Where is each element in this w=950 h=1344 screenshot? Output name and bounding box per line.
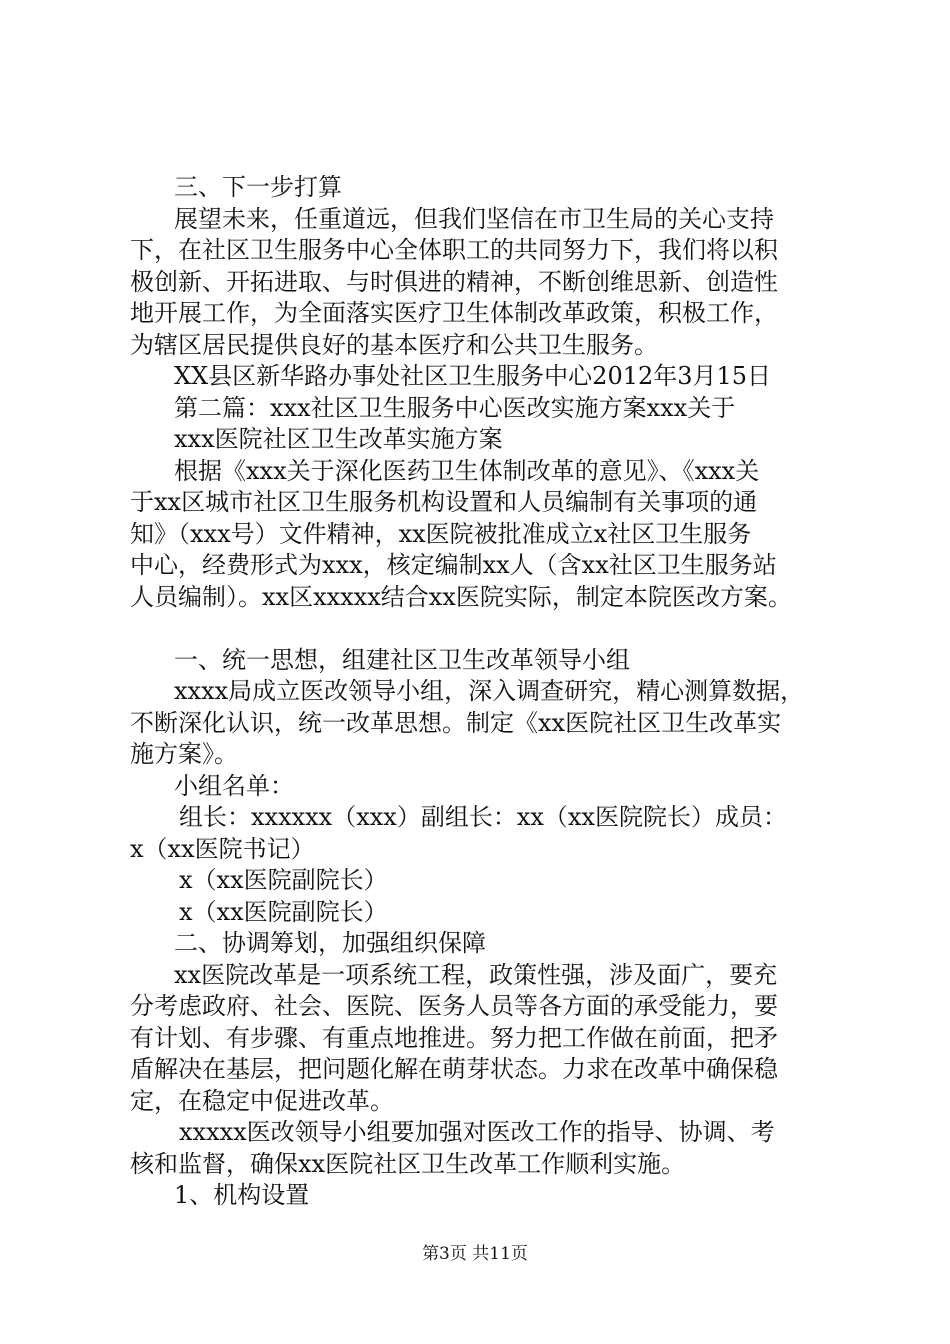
text-line: 核和监督，确保xx医院社区卫生改革工作顺利实施。 — [130, 1149, 686, 1178]
text-line: 有计划、有步骤、有重点地推进。努力把工作做在前面，把矛 — [130, 1023, 778, 1052]
page-footer: 第3页 共11页 — [422, 1244, 528, 1264]
text-line: x（xx医院副院长） — [179, 866, 388, 894]
text-line: 盾解决在基层，把问题化解在萌芽状态。力求在改革中确保稳 — [130, 1055, 778, 1083]
text-line: 下，在社区卫生服务中心全体职工的共同努力下，我们将以积 — [130, 236, 778, 264]
text-line: 小组名单： — [174, 771, 294, 800]
text-line: 不断深化认识，统一改革思想。制定《xx医院社区卫生改革实 — [130, 708, 782, 737]
text-line: xxxxx医改领导小组要加强对医改工作的指导、协调、考 — [179, 1118, 775, 1146]
text-line: 地开展工作，为全面落实医疗卫生体制改革政策，积极工作， — [130, 299, 778, 327]
text-line: 组长：xxxxxx（xxx）副组长：xx（xx医院院长）成员： — [179, 803, 787, 831]
text-line: 中心，经费形式为xxx，核定编制xx人（含xx社区卫生服务站 — [130, 551, 777, 579]
text-line: 于xx区城市社区卫生服务机构设置和人员编制有关事项的通 — [130, 488, 758, 516]
text-line: 三、下一步打算 — [174, 173, 342, 201]
text-line: 1、机构设置 — [174, 1181, 310, 1209]
text-line: 展望未来，任重道远，但我们坚信在市卫生局的关心支持 — [174, 204, 774, 233]
text-line: 定，在稳定中促进改革。 — [130, 1086, 394, 1115]
text-line: 为辖区居民提供良好的基本医疗和公共卫生服务。 — [130, 330, 658, 359]
text-line: 第二篇：xxx社区卫生服务中心医改实施方案xxx关于 — [174, 393, 736, 422]
text-line: x（xx医院书记） — [130, 834, 315, 863]
text-line: XX县区新华路办事处社区卫生服务中心2012年3月15日 — [174, 362, 772, 390]
text-line: 施方案》。 — [130, 740, 238, 768]
text-line: 人员编制）。xx区xxxxx结合xx医院实际，制定本院医改方案。 — [130, 582, 792, 611]
text-line: 极创新、开拓进取、与时俱进的精神，不断创维思新、创造性 — [130, 267, 778, 296]
document-body — [130, 172, 850, 1212]
blank-line — [130, 613, 850, 645]
text-line: 知》（xxx号）文件精神，xx医院被批准成立x社区卫生服务 — [130, 519, 752, 548]
text-line: 二、协调筹划，加强组织保障 — [174, 929, 486, 957]
text-line: xxx医院社区卫生改革实施方案 — [174, 425, 503, 453]
text-line: 根据《xxx关于深化医药卫生体制改革的意见》、《xxx关 — [174, 456, 760, 485]
text-line: 一、统一思想，组建社区卫生改革领导小组 — [174, 645, 630, 674]
text-line: xx医院改革是一项系统工程，政策性强，涉及面广，要充 — [174, 960, 778, 989]
text-line: x（xx医院副院长） — [179, 897, 388, 926]
text-line: 分考虑政府、社会、医院、医务人员等各方面的承受能力，要 — [130, 992, 778, 1020]
text-line: xxxx局成立医改领导小组，深入调查研究，精心测算数据， — [174, 677, 805, 705]
